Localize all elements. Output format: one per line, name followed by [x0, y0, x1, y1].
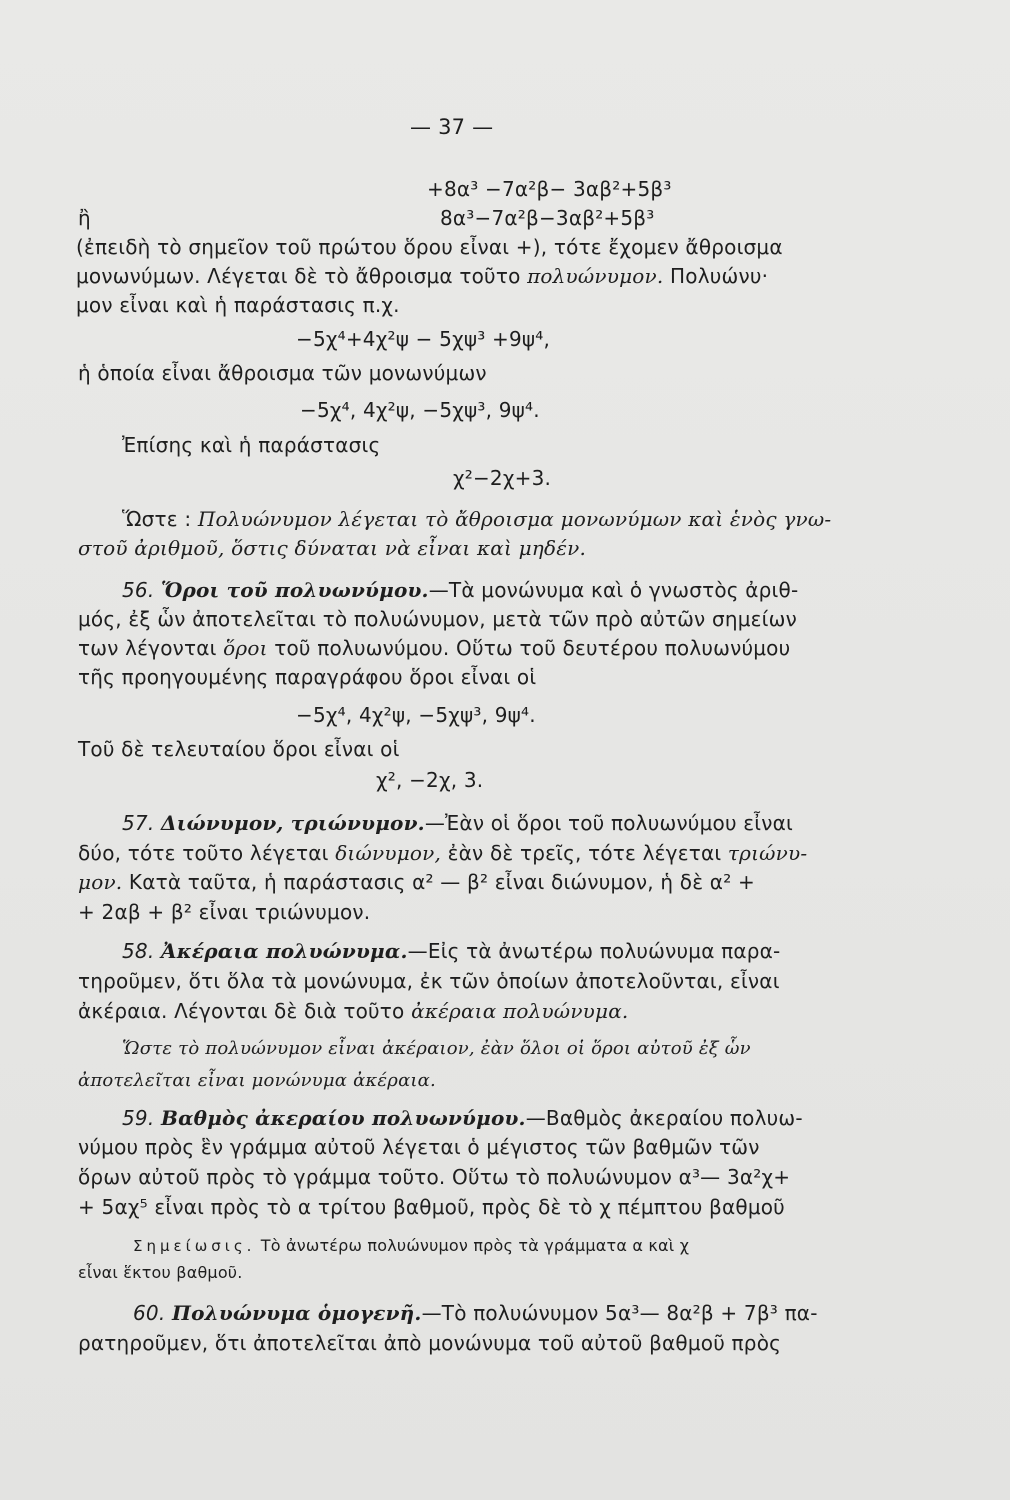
page-number: — 37 —	[410, 115, 494, 139]
text-span: —Βαθμὸς ἀκεραίου πολυω-	[525, 1106, 803, 1130]
definition-italic: Πολυώνυμον λέγεται τὸ ἄθροισμα μονωνύμων καὶ ἑνὸς γνω-	[197, 507, 832, 531]
text-line	[76, 263, 768, 289]
text-line: Ἐπίσης καὶ ἡ παράστασις	[122, 433, 381, 457]
text-span: —Τὸ πολυώνυμον 5α³— 8α²β + 7β³ πα-	[421, 1301, 818, 1325]
term-italic: μον.	[78, 870, 123, 894]
text-line	[78, 635, 790, 661]
text-line: Τοῦ δὲ τελευταίου ὅροι εἶναι οἱ	[78, 737, 400, 761]
text-line	[78, 869, 755, 895]
text-line: (ἐπειδὴ τὸ σημεῖον τοῦ πρώτου ὅρου εἶναι +), τότε ἔχομεν ἄθροισμα	[76, 235, 783, 259]
equation-line: −5χ⁴, 4χ²ψ, −5χψ³, 9ψ⁴.	[300, 398, 540, 422]
definition-line: στοῦ ἀριθμοῦ, ὅστις δύναται νὰ εἶναι καὶ μηδέν.	[78, 536, 587, 560]
section-title: Πολυώνυμα ὁμογενῆ.	[171, 1301, 422, 1325]
text-span: ἀκέραια. Λέγονται δὲ διὰ τοῦτο	[78, 999, 405, 1023]
text-span: Κατὰ ταῦτα, ἡ παράστασις α² — β² εἶναι διώνυμον, ἡ δὲ α² +	[128, 870, 755, 894]
section-title: Ὅροι τοῦ πολυωνύμου.	[160, 578, 429, 602]
text-line: ἡ ὁποία εἶναι ἄθροισμα τῶν μονωνύμων	[78, 361, 487, 385]
definition-line	[122, 506, 831, 532]
equation-line: +8α³ −7α²β− 3αβ²+5β³	[427, 177, 672, 201]
text-line: + 5αχ⁵ εἶναι πρὸς τὸ α τρίτου βαθμοῦ, πρὸς δὲ τὸ χ πέμπτου βαθμοῦ	[78, 1195, 785, 1219]
term-italic: πολυώνυμον.	[527, 264, 664, 288]
text-span: —Ἐὰν οἱ ὅροι τοῦ πολυωνύμου εἶναι	[424, 811, 793, 835]
text-line: ρατηροῦμεν, ὅτι ἀποτελεῖται ἀπὸ μονώνυμα τοῦ αὐτοῦ βαθμοῦ πρὸς	[78, 1331, 782, 1355]
text-span: —Εἰς τὰ ἀνωτέρω πολυώνυμα παρα-	[407, 939, 781, 963]
text-line	[78, 840, 807, 866]
text-span: δύο, τότε τοῦτο λέγεται	[78, 841, 329, 865]
definition-line: ἀποτελεῖται εἶναι μονώνυμα ἀκέραια.	[78, 1070, 436, 1091]
section-60-heading	[133, 1300, 818, 1326]
term-italic: τριώνυ-	[727, 841, 808, 865]
text-line: τηροῦμεν, ὅτι ὅλα τὰ μονώνυμα, ἐκ τῶν ὁποίων ἀποτελοῦνται, εἶναι	[78, 969, 780, 993]
text-line	[78, 998, 629, 1024]
text-span: μονωνύμων. Λέγεται δὲ τὸ ἄθροισμα τοῦτο	[76, 264, 521, 288]
conjunction: ἢ	[78, 206, 91, 230]
term-italic: ὅροι	[223, 636, 268, 660]
section-number: 56.	[122, 578, 155, 602]
section-number: 57.	[122, 811, 155, 835]
text-line: τῆς προηγουμένης παραγράφου ὅροι εἶναι οἱ	[78, 665, 537, 689]
section-59-heading	[122, 1105, 803, 1131]
text-span: Ὥστε :	[122, 507, 192, 531]
text-span: των λέγονται	[78, 636, 217, 660]
term-italic: διώνυμον,	[335, 841, 442, 865]
equation-line: −5χ⁴+4χ²ψ − 5χψ³ +9ψ⁴,	[296, 327, 551, 351]
note-line	[133, 1233, 689, 1259]
text-span: Τὸ ἀνωτέρω πολυώνυμον πρὸς τὰ γράμματα α καὶ χ	[260, 1236, 690, 1255]
section-58-heading	[122, 938, 780, 964]
note-label: Σημείωσις.	[133, 1237, 256, 1255]
text-span: τοῦ πολυωνύμου. Οὕτω τοῦ δευτέρου πολυωνύμου	[274, 636, 791, 660]
note-line: εἶναι ἕκτου βαθμοῦ.	[78, 1263, 243, 1282]
section-title: Βαθμὸς ἀκεραίου πολυωνύμου.	[160, 1106, 526, 1130]
section-title: Διώνυμον, τριώνυμον.	[160, 811, 425, 835]
text-span: —Τὰ μονώνυμα καὶ ὁ γνωστὸς ἀριθ-	[428, 578, 799, 602]
text-line: + 2αβ + β² εἶναι τριώνυμον.	[78, 900, 371, 924]
section-number: 59.	[122, 1106, 155, 1130]
equation-line: 8α³−7α²β−3αβ²+5β³	[440, 206, 655, 230]
text-line: ὅρων αὐτοῦ πρὸς τὸ γράμμα τοῦτο. Οὕτω τὸ πολυώνυμον α³— 3α²χ+	[78, 1165, 791, 1189]
text-span: Πολυώνυ·	[670, 264, 769, 288]
text-line: νύμου πρὸς ἓν γράμμα αὐτοῦ λέγεται ὁ μέγιστος τῶν βαθμῶν τῶν	[78, 1135, 760, 1159]
section-title: Ἀκέραια πολυώνυμα.	[160, 939, 408, 963]
definition-line: Ὥστε τὸ πολυώνυμον εἶναι ἀκέραιον, ἐὰν ὅλοι οἱ ὅροι αὐτοῦ ἐξ ὧν	[122, 1038, 751, 1059]
term-italic: ἀκέραια πολυώνυμα.	[411, 999, 629, 1023]
section-number: 60.	[133, 1301, 166, 1325]
text-span: ἐὰν δὲ τρεῖς, τότε λέγεται	[447, 841, 722, 865]
section-57-heading	[122, 810, 793, 836]
text-line: μός, ἐξ ὧν ἀποτελεῖται τὸ πολυώνυμον, μετὰ τῶν πρὸ αὐτῶν σημείων	[78, 607, 797, 631]
equation-line: χ², −2χ, 3.	[376, 768, 484, 792]
equation-line: χ²−2χ+3.	[453, 466, 552, 490]
section-56-heading	[122, 577, 798, 603]
equation-line: −5χ⁴, 4χ²ψ, −5χψ³, 9ψ⁴.	[296, 703, 536, 727]
section-number: 58.	[122, 939, 155, 963]
text-line: μον εἶναι καὶ ἡ παράστασις π.χ.	[76, 293, 400, 317]
